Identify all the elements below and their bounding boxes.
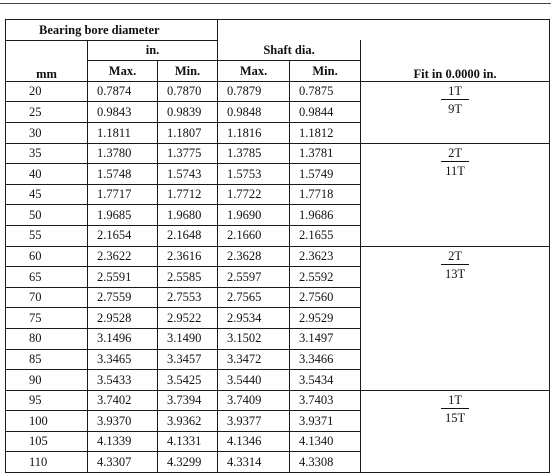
value-cell: 2.5591 [88,267,158,288]
fit-cell [361,143,550,246]
fit-cell [361,246,550,390]
value-cell: 1.3781 [290,143,361,164]
value-cell: 2.5585 [158,267,218,288]
value-cell: 2.9534 [218,308,290,329]
value-cell: 0.7870 [158,81,218,102]
table-row [6,143,550,164]
value-cell: 2.7560 [290,287,361,308]
fit-header: Fit in 0.0000 in. [361,61,550,82]
max-header: Max. [88,61,158,82]
value-cell: 2.3623 [290,246,361,267]
header-blank [218,20,361,41]
mm-cell: 25 [6,102,88,123]
value-cell: 1.9690 [218,205,290,226]
mm-cell: 70 [6,287,88,308]
value-cell: 2.7559 [88,287,158,308]
mm-cell: 100 [6,411,88,432]
mm-cell: 105 [6,431,88,452]
value-cell: 1.7712 [158,184,218,205]
fit-numerator: 2T [448,248,462,263]
value-cell: 1.5749 [290,164,361,185]
mm-header: mm [6,61,88,82]
value-cell: 4.1340 [290,431,361,452]
value-cell: 0.9839 [158,102,218,123]
value-cell: 3.7403 [290,390,361,411]
mm-header-space [6,40,88,61]
value-cell: 1.9685 [88,205,158,226]
value-cell: 2.1648 [158,225,218,246]
bearing-fit-table [5,19,550,473]
fit-denominator: 9T [448,102,462,117]
value-cell: 4.1346 [218,431,290,452]
mm-cell: 75 [6,308,88,329]
table-row [6,390,550,411]
value-cell: 4.3299 [158,452,218,473]
min-header: Min. [290,61,361,82]
value-cell: 1.3785 [218,143,290,164]
value-cell: 3.3466 [290,349,361,370]
value-cell: 2.1655 [290,225,361,246]
value-cell: 1.1812 [290,122,361,143]
value-cell: 1.5743 [158,164,218,185]
fit-denominator: 11T [445,164,465,179]
value-cell: 2.3616 [158,246,218,267]
fit-denominator: 13T [444,267,466,282]
mm-cell: 30 [6,122,88,143]
mm-cell: 110 [6,452,88,473]
value-cell: 1.1811 [88,122,158,143]
mm-cell: 80 [6,328,88,349]
mm-cell: 90 [6,370,88,391]
value-cell: 3.7402 [88,390,158,411]
value-cell: 3.7409 [218,390,290,411]
mm-cell: 45 [6,184,88,205]
value-cell: 2.3628 [218,246,290,267]
value-cell: 3.3472 [218,349,290,370]
fit-numerator: 1T [448,83,462,98]
value-cell: 4.3308 [290,452,361,473]
value-cell: 1.5753 [218,164,290,185]
fit-fraction [441,394,469,425]
value-cell: 2.9528 [88,308,158,329]
value-cell: 0.9844 [290,102,361,123]
value-cell: 3.5440 [218,370,290,391]
value-cell: 2.3622 [88,246,158,267]
fit-fraction [441,147,469,178]
fit-numerator: 2T [448,145,462,160]
header-blank [361,20,550,41]
value-cell: 3.3457 [158,349,218,370]
value-cell: 4.3307 [88,452,158,473]
mm-cell: 65 [6,267,88,288]
fit-denominator: 15T [444,411,466,426]
value-cell: 0.7879 [218,81,290,102]
min-header: Min. [158,61,218,82]
fit-numerator: 1T [448,392,462,407]
mm-cell: 85 [6,349,88,370]
value-cell: 2.7565 [218,287,290,308]
value-cell: 0.9843 [88,102,158,123]
value-cell: 1.1807 [158,122,218,143]
mm-cell: 50 [6,205,88,226]
shaft-dia-header: Shaft dia. [218,40,361,61]
value-cell: 1.7722 [218,184,290,205]
fit-header-space [361,40,550,61]
max-header: Max. [218,61,290,82]
value-cell: 1.7718 [290,184,361,205]
value-cell: 2.9529 [290,308,361,329]
value-cell: 3.3465 [88,349,158,370]
bearing-bore-header: Bearing bore diameter [6,20,218,41]
value-cell: 2.5597 [218,267,290,288]
in-header: in. [88,40,218,61]
value-cell: 1.7717 [88,184,158,205]
value-cell: 4.3314 [218,452,290,473]
mm-cell: 35 [6,143,88,164]
value-cell: 1.9680 [158,205,218,226]
value-cell: 3.9371 [290,411,361,432]
table-row [6,246,550,267]
value-cell: 0.9848 [218,102,290,123]
value-cell: 3.1496 [88,328,158,349]
mm-cell: 95 [6,390,88,411]
value-cell: 3.1497 [290,328,361,349]
value-cell: 3.1490 [158,328,218,349]
value-cell: 4.1339 [88,431,158,452]
value-cell: 1.1816 [218,122,290,143]
mm-cell: 55 [6,225,88,246]
value-cell: 2.9522 [158,308,218,329]
value-cell: 1.9686 [290,205,361,226]
value-cell: 3.9362 [158,411,218,432]
top-rule [0,3,551,4]
mm-cell: 40 [6,164,88,185]
value-cell: 3.1502 [218,328,290,349]
mm-cell: 20 [6,81,88,102]
value-cell: 3.5425 [158,370,218,391]
fit-cell [361,390,550,472]
value-cell: 3.9370 [88,411,158,432]
value-cell: 3.7394 [158,390,218,411]
table-row [6,81,550,102]
fit-fraction [441,85,469,116]
value-cell: 1.5748 [88,164,158,185]
value-cell: 0.7874 [88,81,158,102]
value-cell: 4.1331 [158,431,218,452]
fit-fraction [441,250,469,281]
value-cell: 0.7875 [290,81,361,102]
fit-cell [361,81,550,143]
value-cell: 2.5592 [290,267,361,288]
value-cell: 3.9377 [218,411,290,432]
value-cell: 1.3775 [158,143,218,164]
value-cell: 2.7553 [158,287,218,308]
value-cell: 2.1654 [88,225,158,246]
value-cell: 3.5434 [290,370,361,391]
value-cell: 2.1660 [218,225,290,246]
value-cell: 3.5433 [88,370,158,391]
value-cell: 1.3780 [88,143,158,164]
mm-cell: 60 [6,246,88,267]
